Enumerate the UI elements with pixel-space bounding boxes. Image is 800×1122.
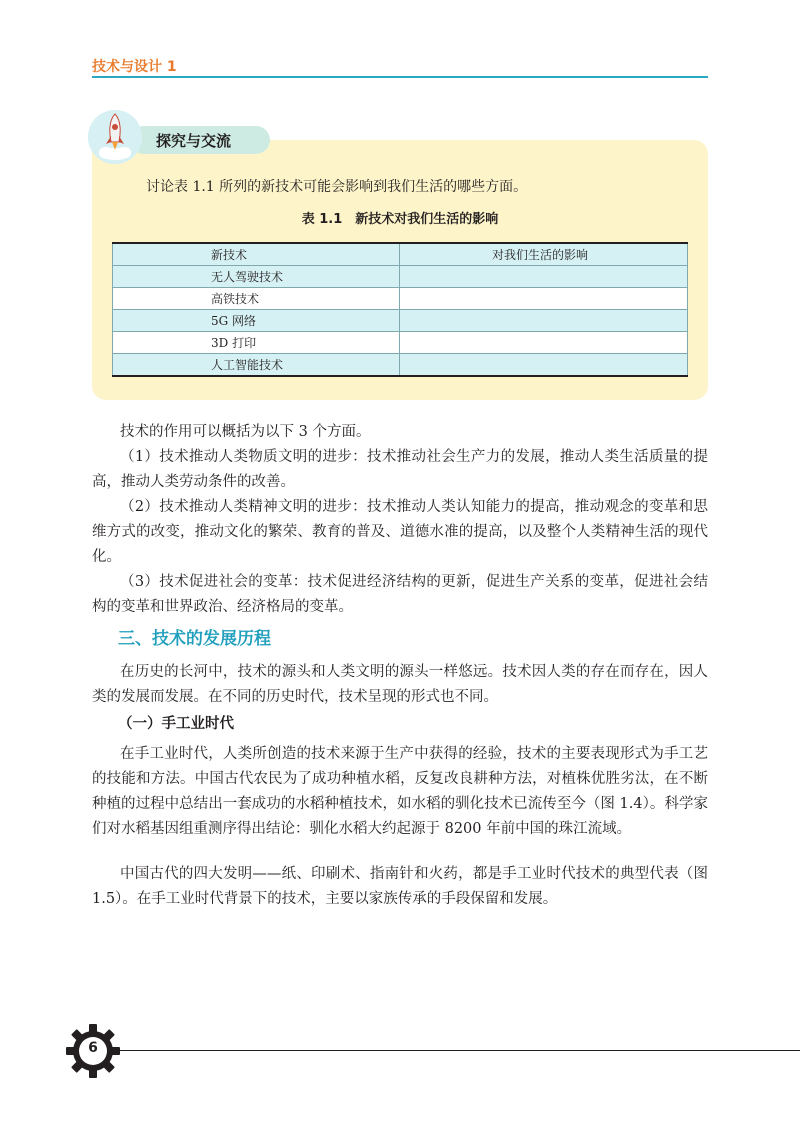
table-cell — [400, 310, 688, 332]
rocket-icon — [88, 110, 142, 164]
paragraph: 技术的作用可以概括为以下 3 个方面。 — [120, 424, 371, 440]
running-header: 技术与设计 1 — [92, 59, 177, 75]
paragraph: （2）技术推动人类精神文明的进步：技术推动人类认知能力的提高，推动观念的变革和思维方式的改变，推动文化的繁荣、教育的普及、道德水准的提高，以及整个人类精神生活的现代化。 — [92, 499, 708, 565]
paragraph: 中国古代的四大发明——纸、印刷术、指南针和火药，都是手工业时代技术的典型代表（图 1.5）。在手工业时代背景下的技术，主要以家族传承的手段保留和发展。 — [92, 866, 708, 907]
explore-title: 探究与交流 — [156, 132, 232, 150]
paragraph: 在历史的长河中，技术的源头和人类文明的源头一样悠远。技术因人类的存在而存在，因人类的发展而发展。在不同的历史时代，技术呈现的形式也不同。 — [92, 664, 708, 705]
table-row — [113, 288, 688, 310]
table-cell — [400, 266, 688, 288]
footer-rule — [118, 1050, 800, 1051]
page-number: 6 — [88, 1040, 98, 1056]
table-cell: 无人驾驶技术 — [113, 266, 400, 288]
section-title: 三、技术的发展历程 — [118, 629, 271, 649]
table-row — [113, 310, 688, 332]
table-header-cell: 新技术 — [113, 243, 400, 266]
table-header-row — [113, 243, 688, 266]
table-cell — [400, 288, 688, 310]
table-cell: 高铁技术 — [113, 288, 400, 310]
explore-intro: 讨论表 1.1 所列的新技术可能会影响到我们生活的哪些方面。 — [146, 179, 528, 195]
table-caption: 表 1.1 新技术对我们生活的影响 — [301, 212, 499, 227]
table-row — [113, 332, 688, 354]
paragraph: （1）技术推动人类物质文明的进步：技术推动社会生产力的发展，推动人类生活质量的提高，推动人类劳动条件的改善。 — [92, 449, 708, 490]
paragraph: 在手工业时代，人类所创造的技术来源于生产中获得的经验，技术的主要表现形式为手工艺的技能和方法。中国古代农民为了成功种植水稻，反复改良耕种方法，对植株优胜劣汰，在不断种植的过程中总结出一套成功的水稻种植技术，如水稻的驯化技术已流传至今（图 1.4）。科学家们对水稻基因组重测序得出结论：驯化水稻大约起源于 8200 年前中国的珠江流域。 — [92, 746, 708, 837]
table-cell — [400, 354, 688, 377]
impact-table — [112, 242, 688, 377]
table-cell: 3D 打印 — [113, 332, 400, 354]
table-row — [113, 266, 688, 288]
table-cell — [400, 332, 688, 354]
subsection-title: （一）手工业时代 — [118, 716, 234, 732]
table-cell: 5G 网络 — [113, 310, 400, 332]
header-rule — [92, 76, 708, 78]
paragraph: （3）技术促进社会的变革：技术促进经济结构的更新，促进生产关系的变革，促进社会结构的变革和世界政治、经济格局的变革。 — [92, 574, 708, 615]
table-header-cell: 对我们生活的影响 — [400, 243, 688, 266]
table-cell: 人工智能技术 — [113, 354, 400, 377]
table-row — [113, 354, 688, 377]
